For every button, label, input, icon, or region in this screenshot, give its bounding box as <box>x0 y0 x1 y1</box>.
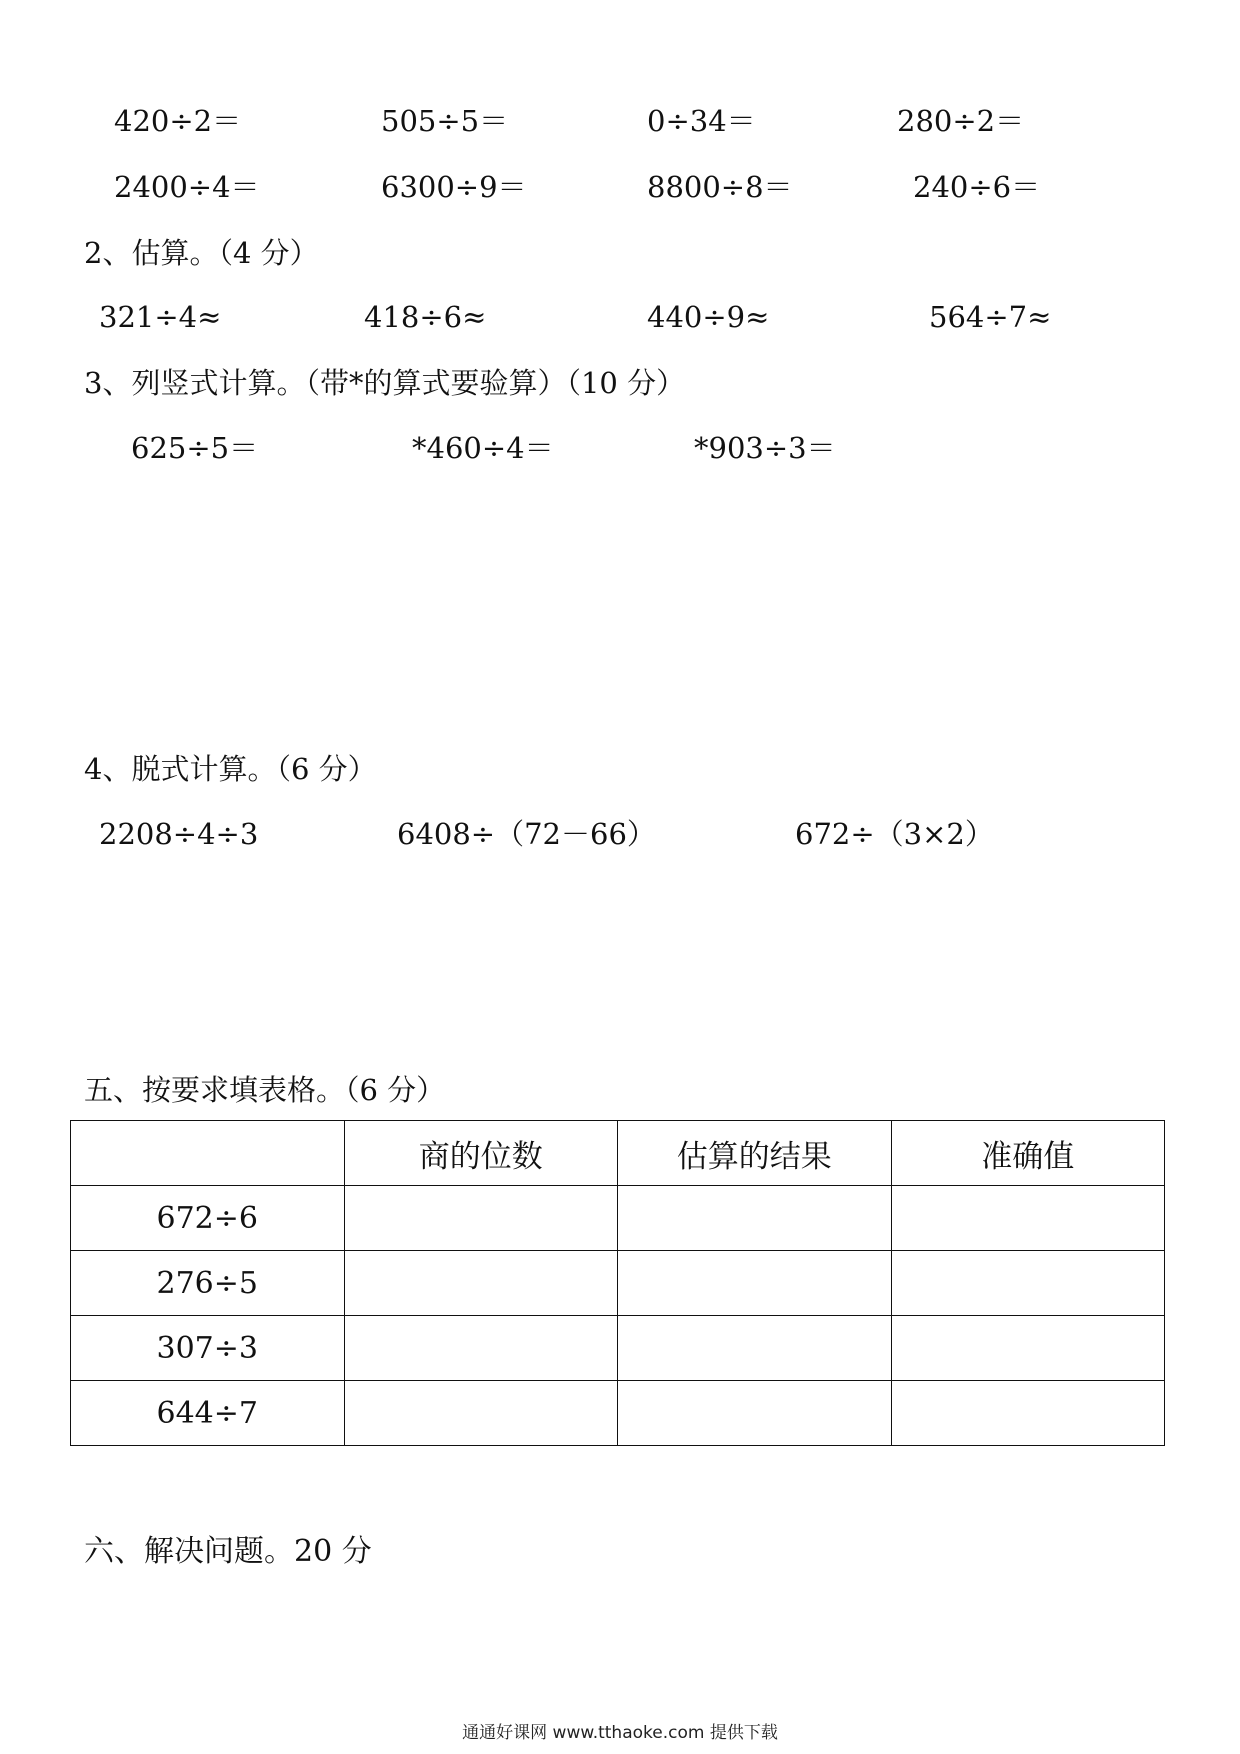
answer-cell[interactable] <box>618 1251 892 1316</box>
estimate-heading: 2、估算。（4 分） <box>84 236 319 270</box>
answer-cell[interactable] <box>891 1186 1165 1251</box>
oral-item-2-3: 8800÷8＝ <box>647 170 793 204</box>
table-row <box>71 1381 1165 1446</box>
estimate-item-1: 321÷4≈ <box>99 300 222 334</box>
stepwise-item-2: 6408÷（72－66） <box>397 817 656 851</box>
answer-cell[interactable] <box>344 1186 618 1251</box>
answer-cell[interactable] <box>344 1381 618 1446</box>
problems-heading: 六、解决问题。20 分 <box>84 1534 372 1569</box>
table-row <box>71 1251 1165 1316</box>
table-heading: 五、按要求填表格。（6 分） <box>84 1073 446 1107</box>
row-expression: 644÷7 <box>71 1381 345 1446</box>
header-cell-estimate: 估算的结果 <box>618 1121 892 1186</box>
answer-cell[interactable] <box>618 1381 892 1446</box>
page-footer: 通通好课网 www.tthaoke.com 提供下载 <box>462 1723 778 1743</box>
row-expression: 672÷6 <box>71 1186 345 1251</box>
vertical-item-1: 625÷5＝ <box>131 431 259 465</box>
header-cell-exact: 准确值 <box>891 1121 1165 1186</box>
oral-item-2-4: 240÷6＝ <box>913 170 1041 204</box>
answer-cell[interactable] <box>618 1186 892 1251</box>
stepwise-heading: 4、脱式计算。（6 分） <box>84 752 377 786</box>
stepwise-item-3: 672÷（3×2） <box>795 817 994 851</box>
answer-cell[interactable] <box>891 1251 1165 1316</box>
estimate-item-4: 564÷7≈ <box>929 300 1052 334</box>
header-cell-blank <box>71 1121 345 1186</box>
table-row <box>71 1316 1165 1381</box>
oral-item-1-4: 280÷2＝ <box>897 104 1025 138</box>
oral-item-2-1: 2400÷4＝ <box>114 170 260 204</box>
oral-item-2-2: 6300÷9＝ <box>381 170 527 204</box>
answer-cell[interactable] <box>891 1381 1165 1446</box>
header-cell-digits: 商的位数 <box>344 1121 618 1186</box>
oral-item-1-3: 0÷34＝ <box>647 104 756 138</box>
row-expression: 307÷3 <box>71 1316 345 1381</box>
vertical-item-3: *903÷3＝ <box>694 431 836 465</box>
vertical-item-2: *460÷4＝ <box>412 431 554 465</box>
table-header-row <box>71 1121 1165 1186</box>
row-expression: 276÷5 <box>71 1251 345 1316</box>
answer-cell[interactable] <box>344 1251 618 1316</box>
estimate-item-3: 440÷9≈ <box>647 300 770 334</box>
stepwise-item-1: 2208÷4÷3 <box>99 817 259 851</box>
answer-cell[interactable] <box>891 1316 1165 1381</box>
answer-cell[interactable] <box>618 1316 892 1381</box>
oral-item-1-1: 420÷2＝ <box>114 104 242 138</box>
estimate-item-2: 418÷6≈ <box>364 300 487 334</box>
table-row <box>71 1186 1165 1251</box>
fill-table <box>70 1120 1165 1446</box>
oral-item-1-2: 505÷5＝ <box>381 104 509 138</box>
vertical-heading: 3、列竖式计算。（带*的算式要验算）（10 分） <box>84 366 686 400</box>
answer-cell[interactable] <box>344 1316 618 1381</box>
